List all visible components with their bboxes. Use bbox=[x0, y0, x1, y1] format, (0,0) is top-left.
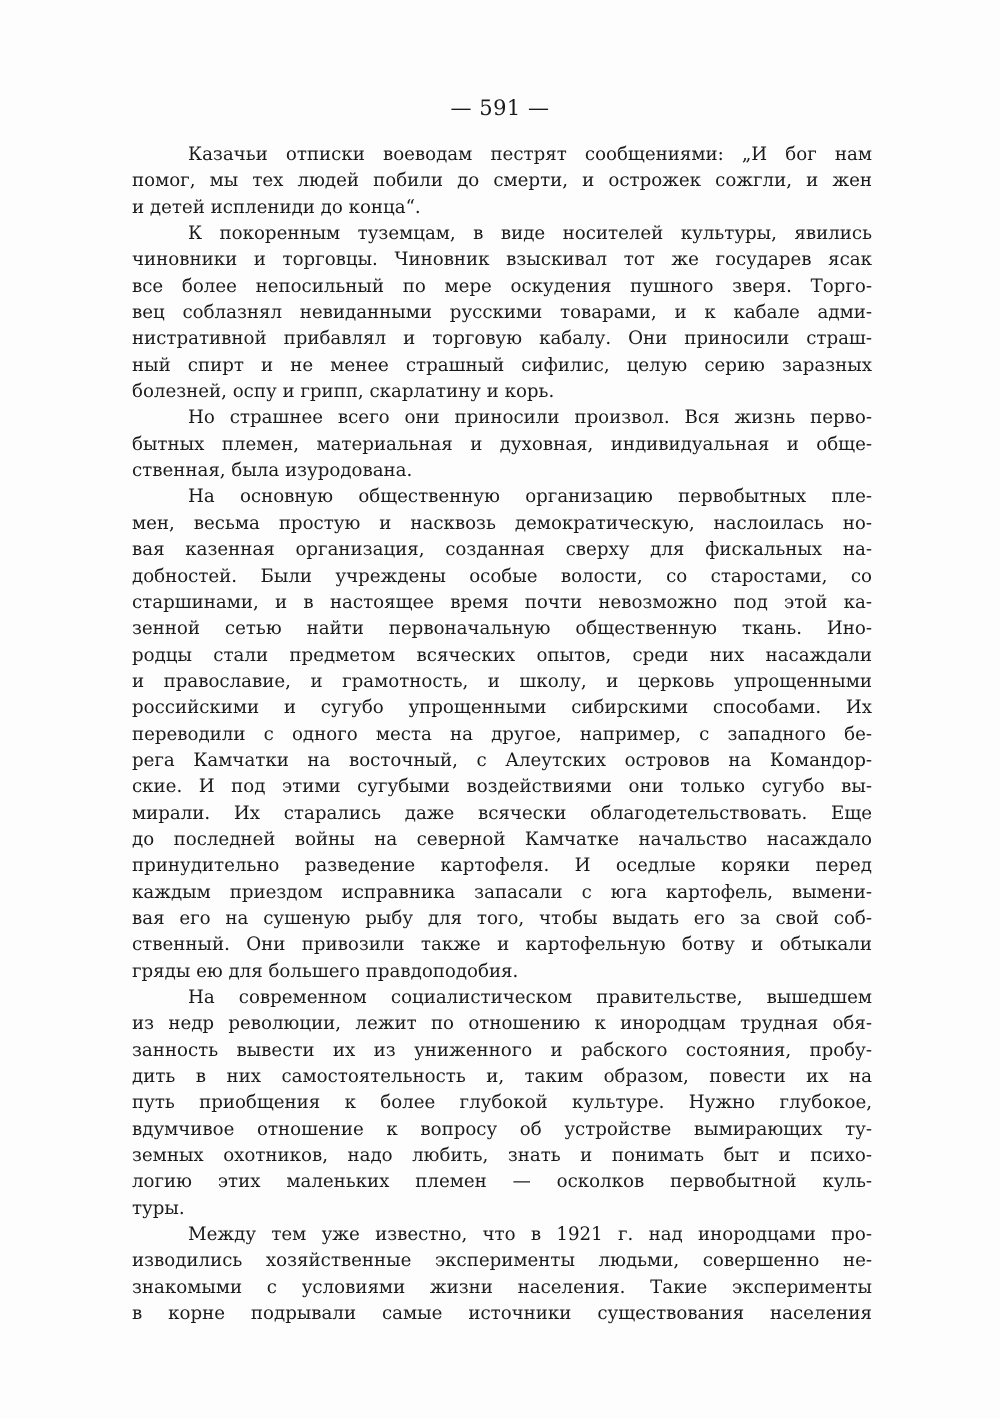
text-line: дить в них самостоятельность и, таким образом, повести их на bbox=[132, 1066, 872, 1088]
text-line: каждым приездом исправника запасали с юга картофель, вымени- bbox=[132, 881, 872, 903]
text-line: вая казенная организация, созданная сверху для фискальных на- bbox=[132, 539, 872, 561]
text-line: принудительно разведение картофеля. И оседлые коряки перед bbox=[132, 855, 872, 877]
text-line: гряды ею для большего правдоподобия. bbox=[132, 960, 519, 982]
text-line: мирали. Их старались даже всячески облагодетельствовать. Еще bbox=[132, 802, 872, 824]
text-line: логию этих маленьких племен — осколков первобытной куль- bbox=[132, 1171, 872, 1193]
text-line: зенной сетью найти первоначальную общественную ткань. Ино- bbox=[132, 618, 872, 640]
text-line: земных охотников, надо любить, знать и понимать быт и психо- bbox=[132, 1145, 872, 1167]
text-line: На современном социалистическом правительстве, вышедшем bbox=[188, 987, 872, 1008]
text-line: рега Камчатки на восточный, с Алеутских островов на Командор- bbox=[132, 749, 872, 771]
text-line: добностей. Были учреждены особые волости, со старостами, со bbox=[132, 565, 872, 587]
text-line: К покоренным туземцам, в виде носителей культуры, явились bbox=[188, 223, 872, 245]
text-line: путь приобщения к более глубокой культуре. Нужно глубокое, bbox=[132, 1092, 872, 1114]
text-line: ный спирт и не менее страшный сифилис, целую серию заразных bbox=[132, 354, 872, 376]
text-line: старшинами, и в настоящее время почти невозможно под этой ка- bbox=[132, 591, 872, 613]
text-line: туры. bbox=[132, 1197, 185, 1219]
text-line: Казачьи отписки воеводам пестрят сообщениями: „И бог нам bbox=[188, 144, 872, 165]
text-line: болезней, оспу и грипп, скарлатину и корь. bbox=[132, 381, 555, 403]
text-line: и православие, и грамотность, и школу, и церковь упрощенными bbox=[132, 670, 872, 692]
text-line: Но страшнее всего они приносили произвол. Вся жизнь перво- bbox=[188, 407, 872, 429]
text-line: помог, мы тех людей побили до смерти, и острожек сожгли, и жен bbox=[132, 170, 872, 192]
text-line: и детей исплениди до конца“. bbox=[132, 196, 421, 218]
text-line: Между тем уже известно, что в 1921 г. над инородцами про- bbox=[188, 1224, 872, 1246]
text-line: изводились хозяйственные эксперименты людьми, совершенно не- bbox=[132, 1250, 872, 1272]
text-line: нистративной прибавлял и торговую кабалу. Они приносили страш- bbox=[132, 328, 872, 350]
text-line: все более непосильный по мере оскудения пушного зверя. Торго- bbox=[132, 275, 872, 297]
text-line: вдумчивое отношение к вопросу об устройстве вымирающих ту- bbox=[132, 1118, 872, 1140]
text-line: вая его на сушеную рыбу для того, чтобы выдать его за свой соб- bbox=[132, 907, 872, 929]
text-line: в корне подрывали самые источники существования населения bbox=[132, 1303, 872, 1325]
body-text bbox=[132, 142, 872, 1327]
text-line: ские. И под этими сугубыми воздействиями они только сугубо вы- bbox=[132, 776, 872, 798]
text-line: ственный. Они привозили также и картофельную ботву и обтыкали bbox=[132, 934, 872, 956]
text-line: переводили с одного места на другое, например, с западного бе- bbox=[132, 723, 872, 745]
text-line: мен, весьма простую и насквозь демократическую, наслоилась но- bbox=[132, 512, 872, 534]
text-line: На основную общественную организацию первобытных пле- bbox=[188, 486, 872, 508]
text-line: до последней войны на северной Камчатке начальство насаждало bbox=[132, 828, 872, 850]
text-line: российскими и сугубо упрощенными сибирскими способами. Их bbox=[132, 697, 872, 719]
text-line: чиновники и торговцы. Чиновник взыскивал тот же государев ясак bbox=[132, 249, 872, 271]
text-line: вец соблазнял невиданными русскими товарами, и к кабале адми- bbox=[132, 302, 872, 324]
page-number: — 591 — bbox=[450, 96, 550, 120]
text-line: ственная, была изуродована. bbox=[132, 460, 413, 482]
text-line: родцы стали предметом всяческих опытов, среди них насаждали bbox=[132, 644, 872, 666]
text-line: занность вывести их из униженного и рабского состояния, пробу- bbox=[132, 1039, 872, 1061]
text-line: бытных племен, материальная и духовная, индивидуальная и обще- bbox=[132, 433, 872, 455]
text-line: знакомыми с условиями жизни населения. Такие эксперименты bbox=[132, 1276, 872, 1298]
text-line: из недр революции, лежит по отношению к инородцам трудная обя- bbox=[132, 1013, 872, 1035]
